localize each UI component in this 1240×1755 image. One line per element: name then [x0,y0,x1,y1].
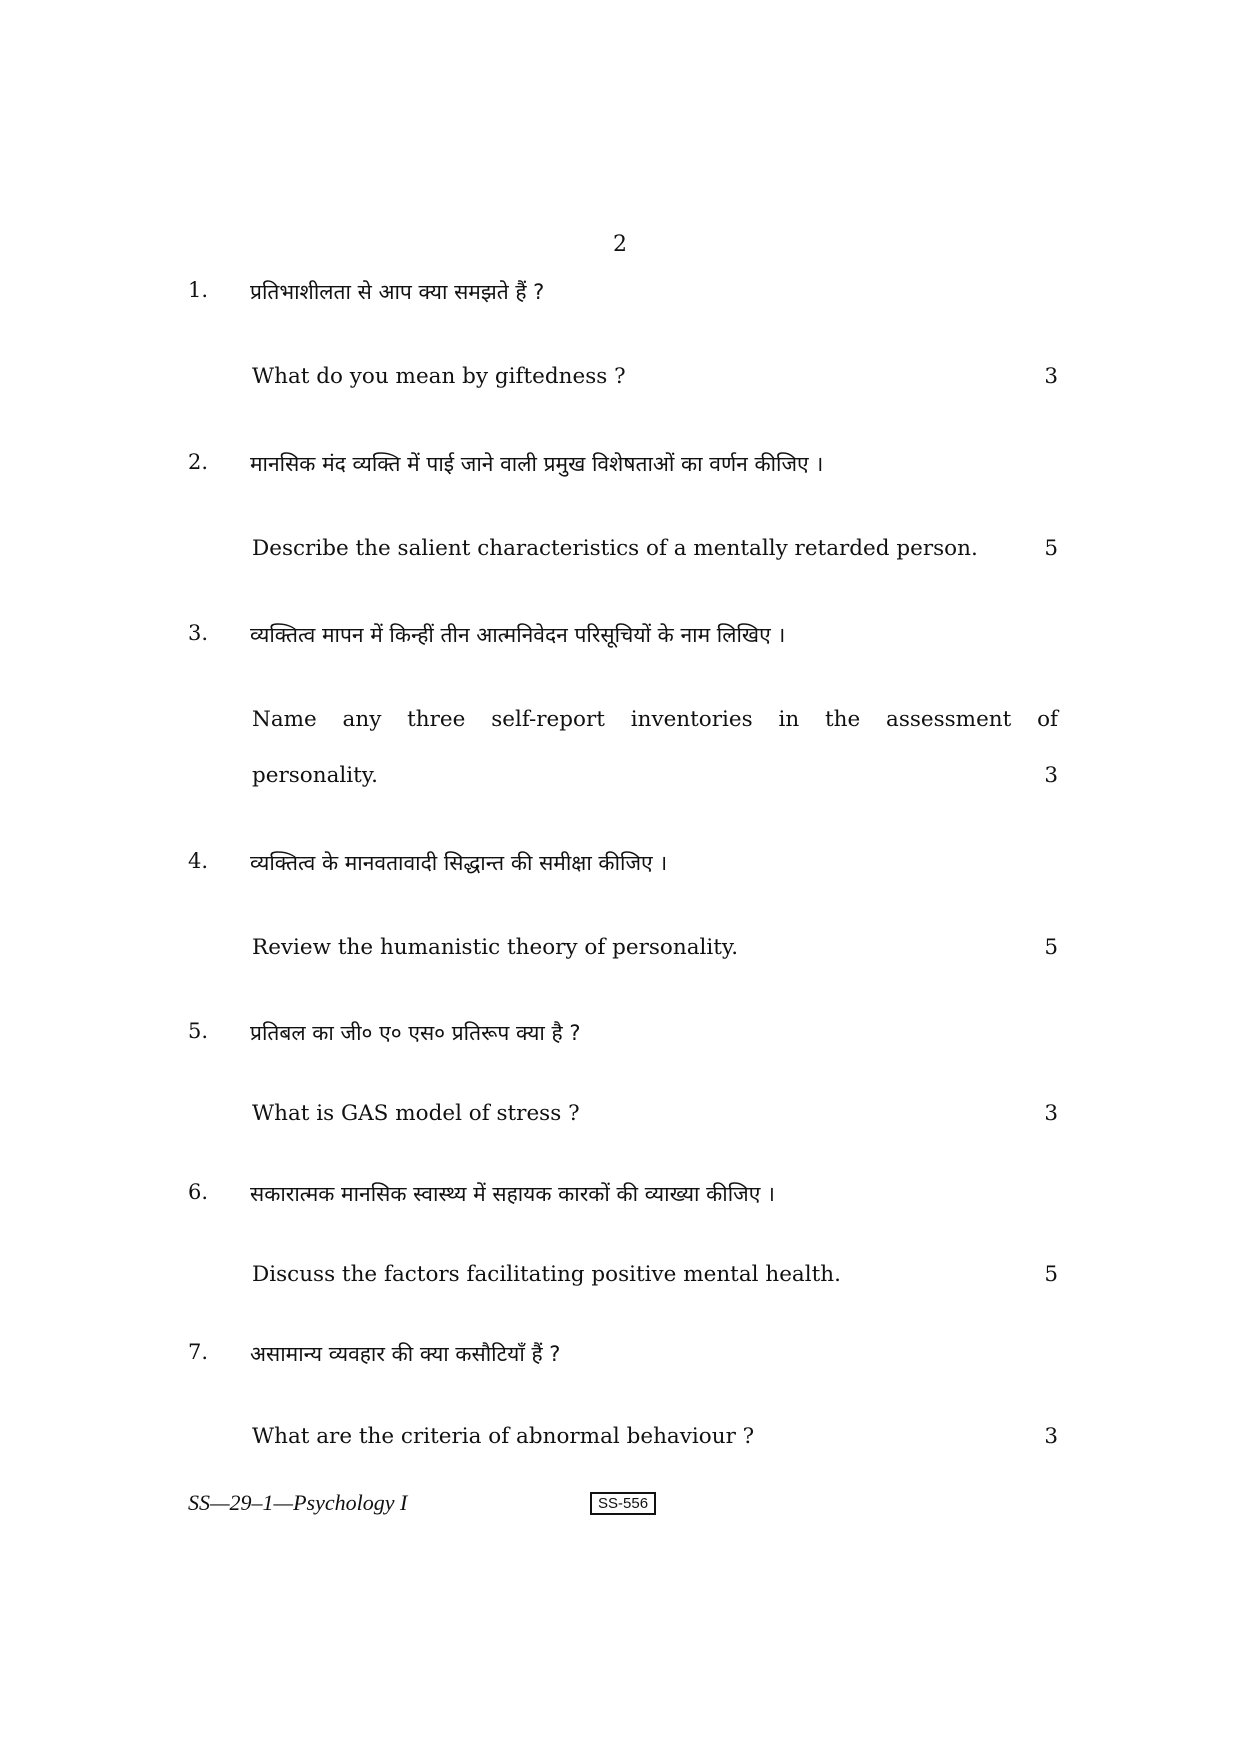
question-hindi-text: प्रतिबल का जी० ए० एस० प्रतिरूप क्या है ? [250,1021,581,1045]
question-hindi-text: व्यक्तित्व के मानवतावादी सिद्धान्त की समीक्षा कीजिए । [250,851,668,875]
question-marks: 3 [1044,364,1058,389]
question-hindi-text: प्रतिभाशीलता से आप क्या समझते हैं ? [250,280,545,304]
question-hindi-text: व्यक्तित्व मापन में किन्हीं तीन आत्मनिवेदन परिसूचियों के नाम लिखिए । [250,623,786,647]
question-marks: 3 [1044,1101,1058,1126]
question-number: 4. [188,849,209,873]
question-hindi-text: मानसिक मंद व्यक्ति में पाई जाने वाली प्रमुख विशेषताओं का वर्णन कीजिए । [250,452,824,476]
question-english-text: What are the criteria of abnormal behaviour ? [252,1424,755,1449]
question-english-text: Review the humanistic theory of personality. [252,935,739,960]
question-english-text: What is GAS model of stress ? [252,1101,580,1126]
footer-series-box: SS-556 [590,1492,656,1515]
question-marks: 5 [1044,935,1058,960]
question-number: 6. [188,1180,209,1204]
question-marks: 5 [1044,536,1058,561]
question-hindi-text: सकारात्मक मानसिक स्वास्थ्य में सहायक कारकों की व्याख्या कीजिए । [250,1182,775,1206]
question-marks: 3 [1044,1424,1058,1449]
question-marks: 3 [1044,763,1058,788]
question-number: 5. [188,1019,209,1043]
question-number: 2. [188,450,209,474]
question-number: 1. [188,278,209,302]
footer-paper-code: SS—29–1—Psychology I [188,1490,408,1515]
question-english-text: Discuss the factors facilitating positive mental health. [252,1262,841,1287]
question-english-text-line1: Name any three self-report inventories in the assessment of [252,707,1058,732]
page-number: 2 [613,232,627,257]
question-hindi-text: असामान्य व्यवहार की क्या कसौटियाँ हैं ? [250,1342,561,1366]
question-marks: 5 [1044,1262,1058,1287]
question-number: 7. [188,1340,209,1364]
question-english-text: What do you mean by giftedness ? [252,364,626,389]
question-english-text-line2: personality. [252,763,378,788]
question-english-text: Describe the salient characteristics of a mentally retarded person. [252,536,978,561]
question-number: 3. [188,621,209,645]
